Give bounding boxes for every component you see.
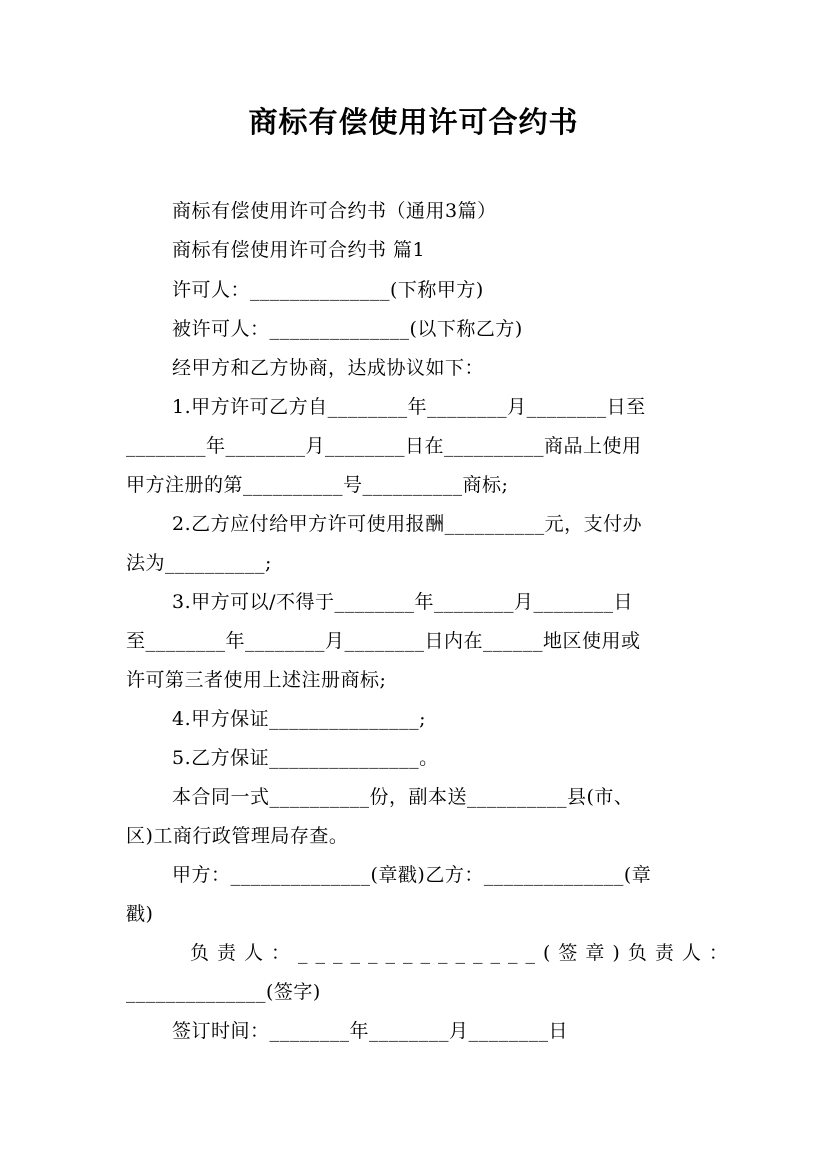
clause-5-line: 5.乙方保证_______________。 — [172, 747, 439, 769]
responsible-person-line-1: 负责人：______________(签章)负责人： — [190, 942, 736, 964]
clause-2-line-1: 2.乙方应付给甲方许可使用报酬__________元，支付办 — [172, 513, 643, 535]
clause-1-line-3: 甲方注册的第__________号__________商标; — [126, 474, 509, 496]
party-seal-line-1: 甲方：______________(章戳)乙方：______________(章 — [172, 864, 652, 886]
copies-line-1: 本合同一式__________份，副本送__________县(市、 — [172, 786, 634, 808]
agreement-intro: 经甲方和乙方协商，达成协议如下： — [172, 357, 485, 379]
clause-3-line-3: 许可第三者使用上述注册商标; — [126, 669, 387, 691]
clause-1-line-1: 1.甲方许可乙方自________年________月________日至 — [172, 396, 646, 418]
copies-line-2: 区)工商行政管理局存查。 — [126, 825, 349, 847]
clause-2-line-2: 法为__________; — [126, 552, 272, 574]
responsible-person-line-2: ______________(签字) — [126, 981, 321, 1003]
signing-date-line: 签订时间：________年________月________日 — [172, 1020, 569, 1042]
clause-3-line-1: 3.甲方可以/不得于________年________月________日 — [172, 591, 634, 613]
clause-4-line: 4.甲方保证_______________; — [172, 708, 427, 730]
clause-1-line-2: ________年________月________日在__________商品上使用 — [126, 435, 642, 457]
contract-part-heading: 商标有偿使用许可合约书 篇1 — [172, 239, 426, 261]
clause-3-line-2: 至________年________月________日内在______地区使用或 — [126, 630, 641, 652]
licensee-line: 被许可人：______________(以下称乙方) — [172, 318, 523, 340]
contract-collection-heading: 商标有偿使用许可合约书（通用3篇） — [172, 200, 497, 222]
licensor-line: 许可人：______________(下称甲方) — [172, 279, 484, 301]
party-seal-line-2: 戳) — [126, 903, 154, 925]
document-title: 商标有偿使用许可合约书 — [248, 105, 579, 139]
